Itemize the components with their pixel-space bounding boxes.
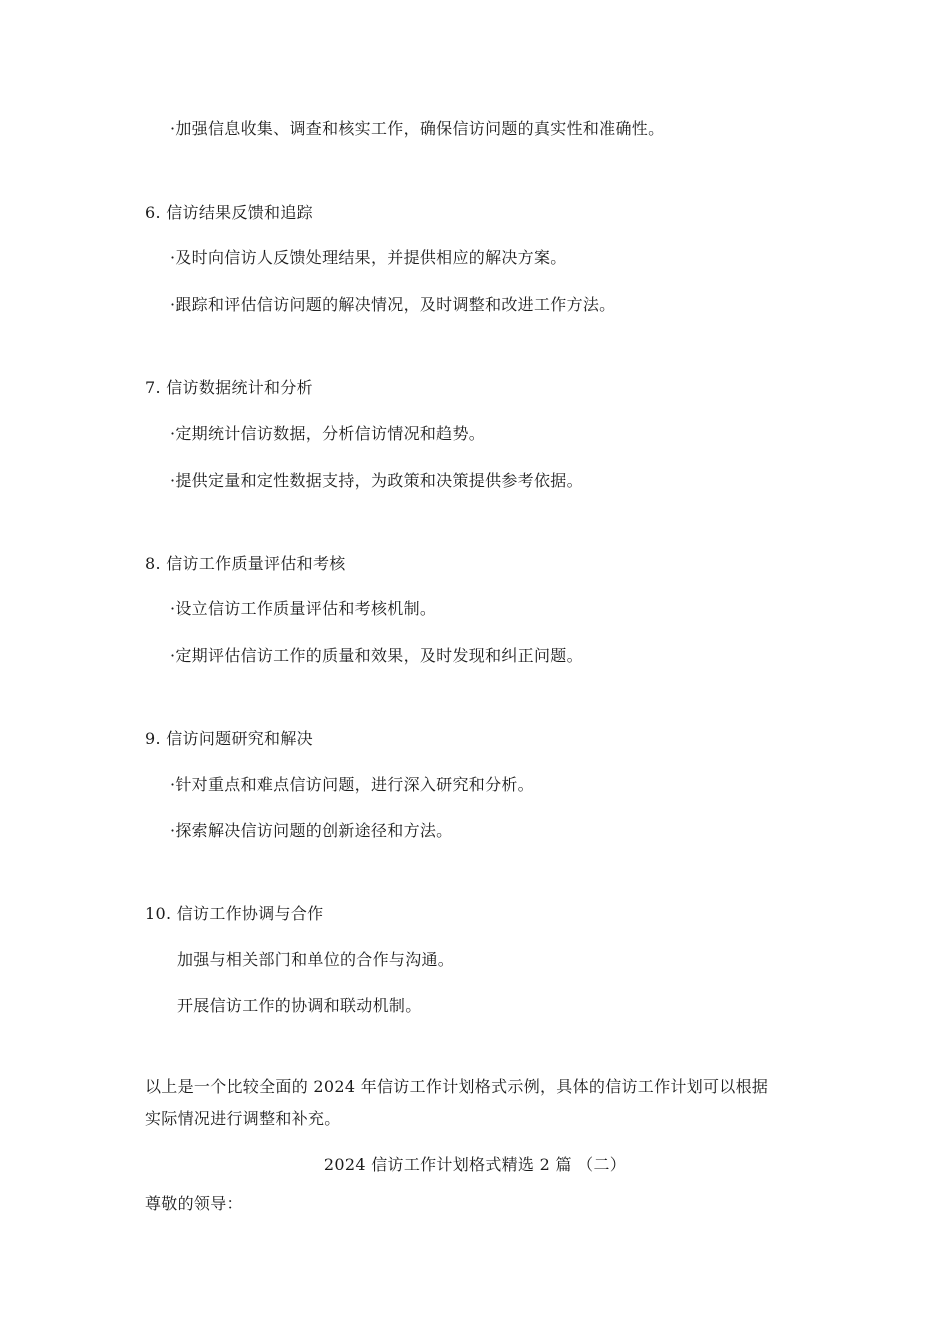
bullet-item: 开展信访工作的协调和联动机制。 <box>177 996 422 1015</box>
bullet-item: ·提供定量和定性数据支持，为政策和决策提供参考依据。 <box>170 471 583 490</box>
section-heading: 6. 信访结果反馈和追踪 <box>145 203 313 222</box>
section-heading: 10. 信访工作协调与合作 <box>145 904 324 923</box>
bullet-item: ·跟踪和评估信访问题的解决情况，及时调整和改进工作方法。 <box>170 295 616 314</box>
document-title: 2024 信访工作计划格式精选 2 篇 （二） <box>323 1155 627 1174</box>
section-heading: 8. 信访工作质量评估和考核 <box>145 554 346 573</box>
bullet-item: ·探索解决信访问题的创新途径和方法。 <box>170 821 453 840</box>
bullet-item: ·针对重点和难点信访问题，进行深入研究和分析。 <box>170 775 534 794</box>
salutation: 尊敬的领导： <box>145 1194 243 1213</box>
summary-paragraph-line: 实际情况进行调整和补充。 <box>145 1109 341 1128</box>
bullet-item: ·定期评估信访工作的质量和效果，及时发现和纠正问题。 <box>170 646 583 665</box>
bullet-item: ·定期统计信访数据，分析信访情况和趋势。 <box>170 424 486 443</box>
bullet-item: ·及时向信访人反馈处理结果，并提供相应的解决方案。 <box>170 248 567 267</box>
bullet-item: 加强与相关部门和单位的合作与沟通。 <box>177 950 455 969</box>
section-heading: 7. 信访数据统计和分析 <box>145 378 313 397</box>
summary-paragraph-line: 以上是一个比较全面的 2024 年信访工作计划格式示例，具体的信访工作计划可以根据 <box>145 1077 769 1096</box>
section-heading: 9. 信访问题研究和解决 <box>145 729 313 748</box>
bullet-item: ·设立信访工作质量评估和考核机制。 <box>170 599 437 618</box>
bullet-item: ·加强信息收集、调查和核实工作，确保信访问题的真实性和准确性。 <box>170 119 665 138</box>
